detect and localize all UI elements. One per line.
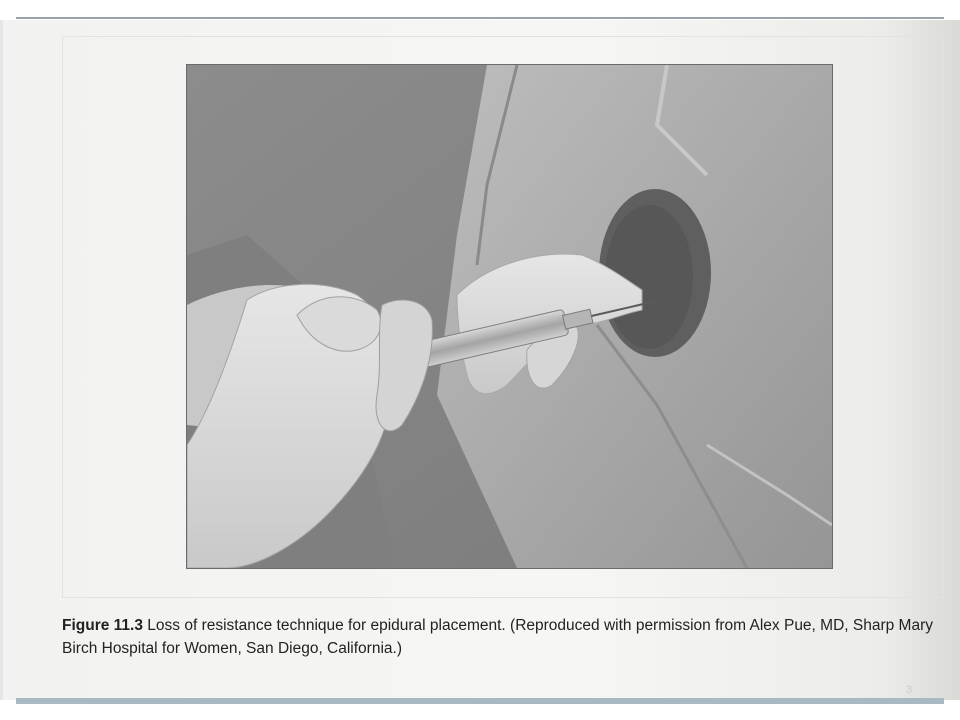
figure-label: Figure 11.3 — [62, 617, 143, 634]
figure-caption — [62, 614, 952, 660]
slide-top-rule — [16, 17, 944, 19]
slide-number: 3 — [906, 684, 913, 696]
figure-photograph — [186, 64, 833, 569]
slide-bottom-bar — [16, 698, 944, 704]
epidural-technique-photo — [187, 65, 832, 568]
figure-caption-text: Loss of resistance technique for epidural placement. (Reproduced with permission from Alex Pue, MD, Sharp Mary Birch Hospital for Women, San Diego, California.) — [62, 617, 933, 657]
